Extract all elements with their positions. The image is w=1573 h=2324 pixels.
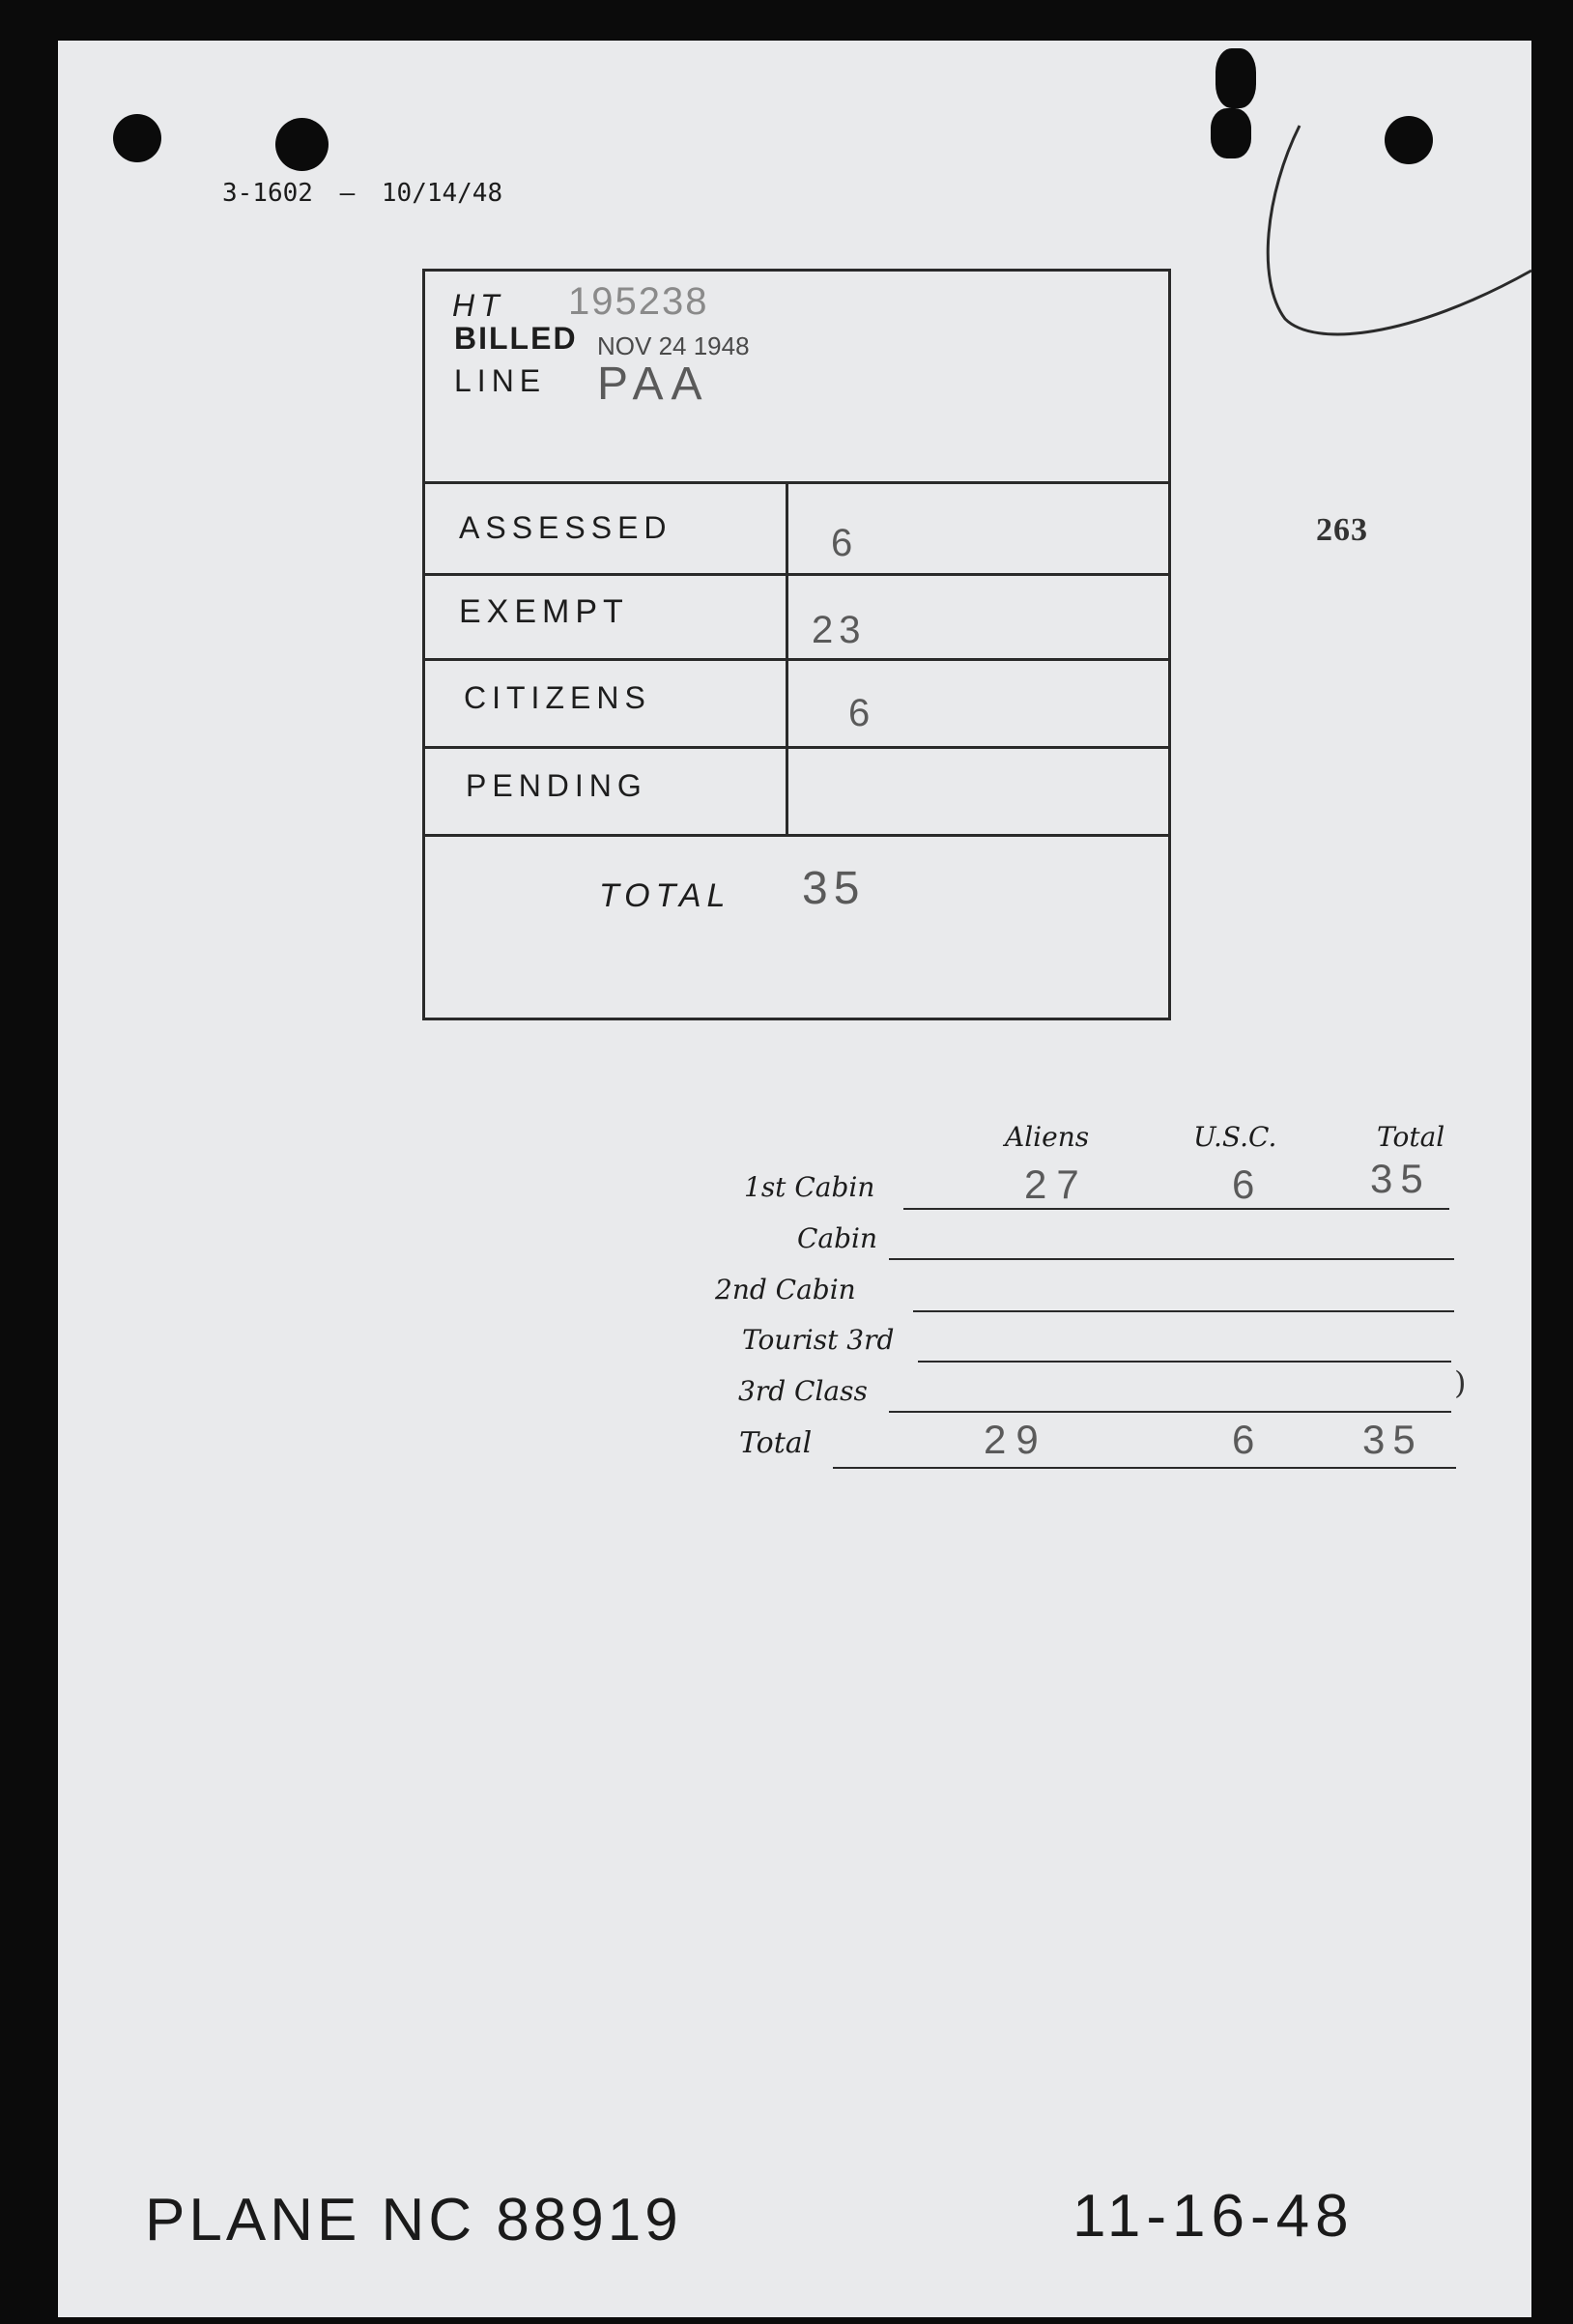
file-number: 3-1602 [222,179,313,208]
box-divider-3 [422,658,1171,661]
pencil-curve-mark [1246,116,1536,358]
punch-hole-center [1211,108,1251,158]
exempt-value: 23 [812,609,867,651]
pencil-mark: ) [1454,1364,1467,1401]
row-label-1st-cabin: 1st Cabin [744,1171,875,1203]
row-1st-cabin-aliens: 27 [1024,1162,1089,1207]
box-column-divider [786,481,788,836]
row-line-tourist-3rd [918,1361,1451,1363]
row-total-aliens: 29 [984,1417,1048,1462]
pending-label: PENDING [466,768,647,803]
total-value: 35 [802,863,866,914]
line-label: LINE [454,363,547,398]
row-line-1st-cabin [903,1208,1449,1210]
citizens-value: 6 [848,692,871,734]
assessed-label: ASSESSED [459,510,672,545]
file-number-header [222,179,502,208]
box-divider-2 [422,573,1171,576]
row-1st-cabin-usc: 6 [1232,1162,1255,1207]
billed-label: BILLED [454,321,578,356]
row-line-3rd-class [889,1411,1451,1413]
line-value: PAA [597,359,710,410]
total-label: TOTAL [599,877,731,914]
punch-hole-center-top [1216,48,1256,108]
row-line-total [833,1467,1456,1469]
page-number: 263 [1316,512,1368,548]
header-date: 10/14/48 [381,179,503,208]
row-1st-cabin-total: 35 [1370,1156,1431,1201]
exempt-label: EXEMPT [459,593,629,630]
row-total-total: 35 [1362,1417,1423,1462]
column-header-total: Total [1377,1121,1445,1153]
column-header-aliens: Aliens [1005,1121,1090,1153]
column-header-usc: U.S.C. [1193,1121,1277,1153]
assessed-value: 6 [831,522,853,564]
punch-hole-left [113,114,161,162]
billed-date-stamp: NOV 24 1948 [597,331,750,360]
row-label-3rd-class: 3rd Class [738,1375,868,1407]
ht-label: HT [452,288,505,323]
ht-number-stamp: 195238 [568,280,709,323]
row-total-usc: 6 [1232,1417,1255,1462]
citizens-label: CITIZENS [464,680,651,715]
box-divider-5 [422,834,1171,837]
plane-number: PLANE NC 88919 [145,2187,682,2253]
row-label-2nd-cabin: 2nd Cabin [715,1274,856,1305]
row-label-tourist-3rd: Tourist 3rd [742,1324,895,1356]
row-label-cabin: Cabin [797,1222,878,1254]
header-dash: — [339,179,356,208]
punch-hole-left-2 [275,118,329,171]
row-line-2nd-cabin [913,1310,1454,1312]
footer-date: 11-16-48 [1072,2183,1355,2250]
row-line-cabin [889,1258,1454,1260]
row-label-total: Total [739,1426,813,1460]
box-divider-1 [422,481,1171,484]
box-divider-4 [422,746,1171,749]
